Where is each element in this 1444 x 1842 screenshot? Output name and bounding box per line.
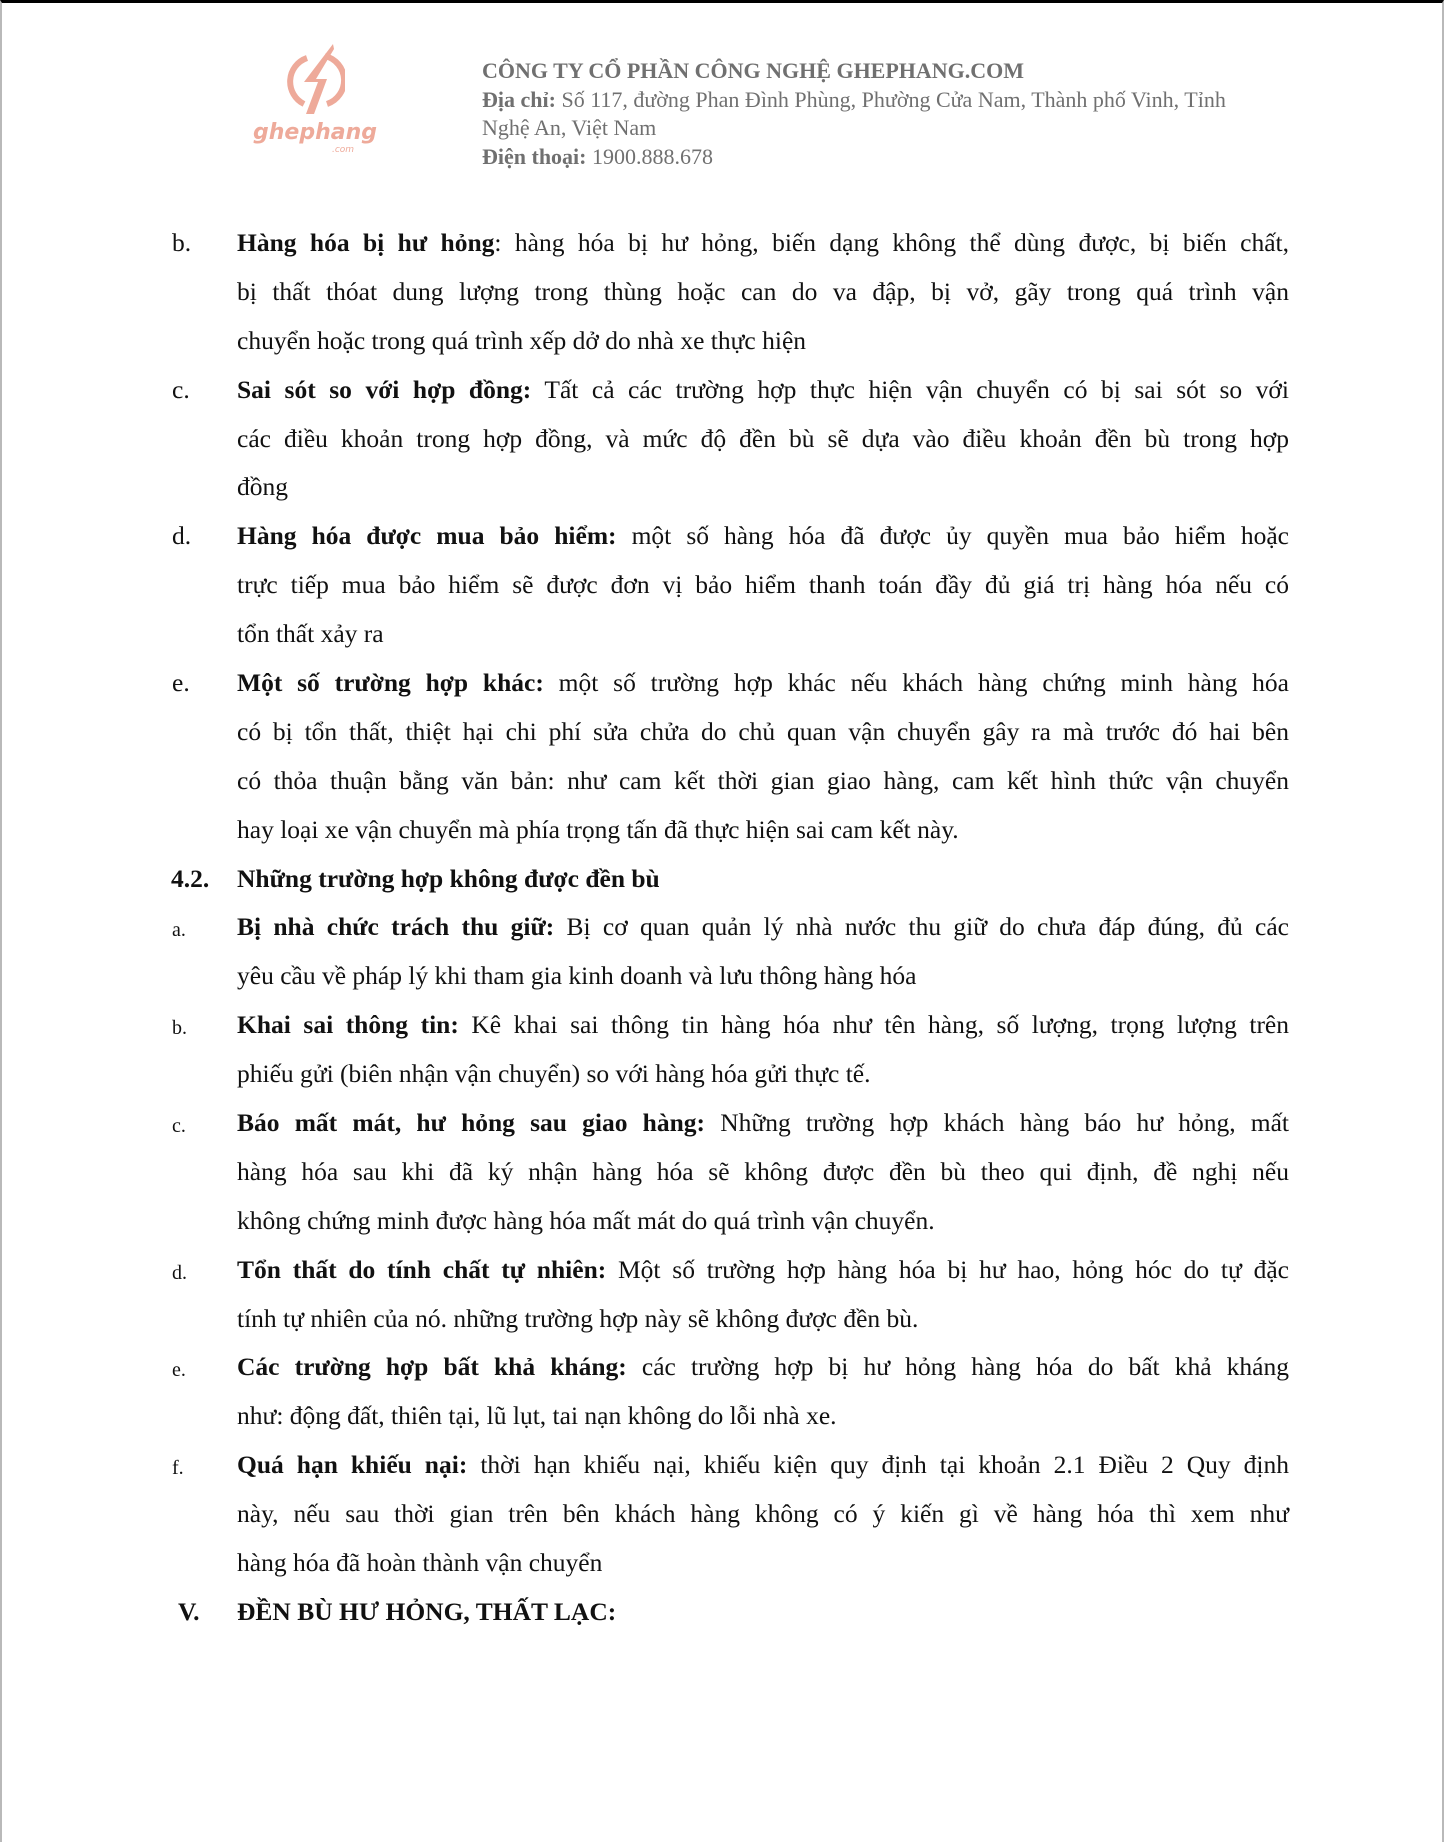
- item-label: c.: [172, 374, 190, 404]
- item-label: f.: [172, 1457, 184, 1480]
- item-text: có bị tổn thất, thiệt hại chi phí sửa chửa do chủ quan vận chuyển gây ra mà trước đó hai bên: [237, 716, 1289, 746]
- item-text: như: động đất, thiên tại, lũ lụt, tai nạn không do lỗi nhà xe.: [237, 1401, 837, 1431]
- item-text: chuyển hoặc trong quá trình xếp dở do nhà xe thực hiện: [237, 325, 807, 355]
- company-logo: [245, 44, 385, 159]
- list-item: [0, 903, 1444, 1001]
- item-text: Kê khai sai thông tin hàng hóa như tên hàng, số lượng, trọng lượng trên: [458, 1010, 1289, 1040]
- item-text: có thỏa thuận bằng văn bản: như cam kết thời gian giao hàng, cam kết hình thức vận chuyển: [237, 765, 1289, 795]
- lightning-bolt-icon: [287, 44, 345, 116]
- item-text: hàng hóa đã hoàn thành vận chuyển: [237, 1548, 603, 1578]
- list-item: [0, 1001, 1444, 1099]
- item-title: Bị nhà chức trách thu giữ:: [237, 912, 555, 942]
- company-address: [482, 86, 1302, 115]
- company-phone: [482, 143, 1302, 172]
- item-label: b.: [172, 1017, 187, 1040]
- list-item: [0, 512, 1444, 659]
- item-title: Hàng hóa được mua bảo hiểm:: [237, 521, 617, 551]
- item-text: các điều khoản trong hợp đồng, và mức độ đền bù sẽ dựa vào điều khoản đền bù trong hợp: [237, 423, 1289, 453]
- list-item: [0, 659, 1444, 855]
- list-item: [0, 219, 1444, 366]
- item-text: bị thất thóat dung lượng trong thùng hoặc can do va đập, bị vở, gãy trong quá trình vận: [237, 276, 1289, 306]
- item-label: e.: [172, 668, 190, 698]
- item-text: Những trường hợp khách hàng báo hư hỏng, mất: [705, 1108, 1289, 1138]
- section-number: V.: [178, 1596, 200, 1626]
- list-item: [0, 1246, 1444, 1344]
- item-label: b.: [172, 228, 192, 257]
- item-text: tính tự nhiên của nó. những trường hợp này sẽ không được đền bù.: [237, 1303, 919, 1333]
- list-item: [0, 1441, 1444, 1588]
- item-title: Khai sai thông tin:: [237, 1010, 459, 1040]
- item-label: e.: [172, 1359, 186, 1382]
- section-heading-v: [0, 1588, 1444, 1637]
- item-text: đồng: [237, 472, 288, 502]
- item-title: Sai sót so với hợp đồng:: [237, 374, 532, 404]
- item-text: trực tiếp mua bảo hiểm sẽ được đơn vị bảo hiểm thanh toán đầy đủ giá trị hàng hóa nếu có: [237, 570, 1289, 600]
- item-text: hàng hóa sau khi đã ký nhận hàng hóa sẽ không được đền bù theo qui định, đề nghị nếu: [237, 1156, 1289, 1186]
- item-text: một số hàng hóa đã được ủy quyền mua bảo hiểm hoặc: [616, 521, 1289, 551]
- list-item: [0, 1099, 1444, 1246]
- item-text: Bị cơ quan quản lý nhà nước thu giữ do chưa đáp đúng, đủ các: [554, 912, 1290, 942]
- item-text: hay loại xe vận chuyển mà phía trọng tấn đã thực hiện sai cam kết này.: [237, 814, 959, 844]
- item-text: Tất cả các trường hợp thực hiện vận chuyển có bị sai sót so với: [531, 374, 1289, 404]
- logo-wordmark: ghephang: [253, 120, 377, 145]
- section-title: ĐỀN BÙ HƯ HỎNG, THẤT LẠC:: [237, 1596, 617, 1626]
- item-text: các trường hợp bị hư hỏng hàng hóa do bất khả kháng: [626, 1352, 1289, 1382]
- section-heading-4-2: [0, 855, 1444, 904]
- company-info: [482, 57, 1302, 172]
- item-text: phiếu gửi (biên nhận vận chuyển) so với hàng hóa gửi thực tế.: [237, 1059, 871, 1089]
- phone-label: Điện thoại:: [482, 144, 587, 170]
- item-text: thời hạn khiếu nại, khiếu kiện quy định tại khoản 2.1 Điều 2 Quy định: [467, 1450, 1290, 1480]
- document-body: [0, 219, 1444, 1637]
- item-label: d.: [172, 1261, 187, 1284]
- item-text: không chứng minh được hàng hóa mất mát do quá trình vận chuyển.: [237, 1205, 935, 1235]
- list-item: [0, 366, 1444, 513]
- item-label: d.: [172, 521, 192, 551]
- list-item: [0, 1343, 1444, 1441]
- section-title: Những trường hợp không được đền bù: [237, 863, 660, 893]
- item-text: Một số trường hợp hàng hóa bị hư hao, hỏng hóc do tự đặc: [606, 1254, 1289, 1284]
- logo-suffix: .com: [331, 145, 355, 155]
- address-line-1: Số 117, đường Phan Đình Phùng, Phường Cửa Nam, Thành phố Vinh, Tỉnh: [555, 86, 1226, 112]
- item-title: Các trường hợp bất khả kháng:: [237, 1352, 627, 1382]
- item-text: tổn thất xảy ra: [237, 619, 384, 649]
- item-text: này, nếu sau thời gian trên bên khách hàng không có ý kiến gì về hàng hóa thì xem như: [237, 1499, 1289, 1529]
- item-title: Quá hạn khiếu nại:: [237, 1450, 468, 1480]
- item-text: : hàng hóa bị hư hỏng, biến dạng không thể dùng được, bị biến chất,: [494, 228, 1289, 257]
- item-title: Một số trường hợp khác:: [237, 668, 544, 698]
- item-label: c.: [172, 1115, 186, 1138]
- item-title: Báo mất mát, hư hỏng sau giao hàng:: [237, 1108, 706, 1138]
- item-label: a.: [172, 919, 186, 942]
- item-text: một số trường hợp khác nếu khách hàng chứng minh hàng hóa: [543, 668, 1289, 698]
- item-title: Tổn thất do tính chất tự nhiên:: [237, 1254, 607, 1284]
- section-number: 4.2.: [171, 863, 210, 893]
- address-label: Địa chỉ:: [482, 86, 556, 112]
- phone-value: 1900.888.678: [586, 144, 713, 170]
- item-text: yêu cầu về pháp lý khi tham gia kinh doanh và lưu thông hàng hóa: [237, 961, 917, 991]
- company-name: CÔNG TY CỔ PHẦN CÔNG NGHỆ GHEPHANG.COM: [482, 58, 1025, 83]
- item-title: Hàng hóa bị hư hỏng: [237, 228, 495, 257]
- address-line-2: Nghệ An, Việt Nam: [482, 115, 657, 141]
